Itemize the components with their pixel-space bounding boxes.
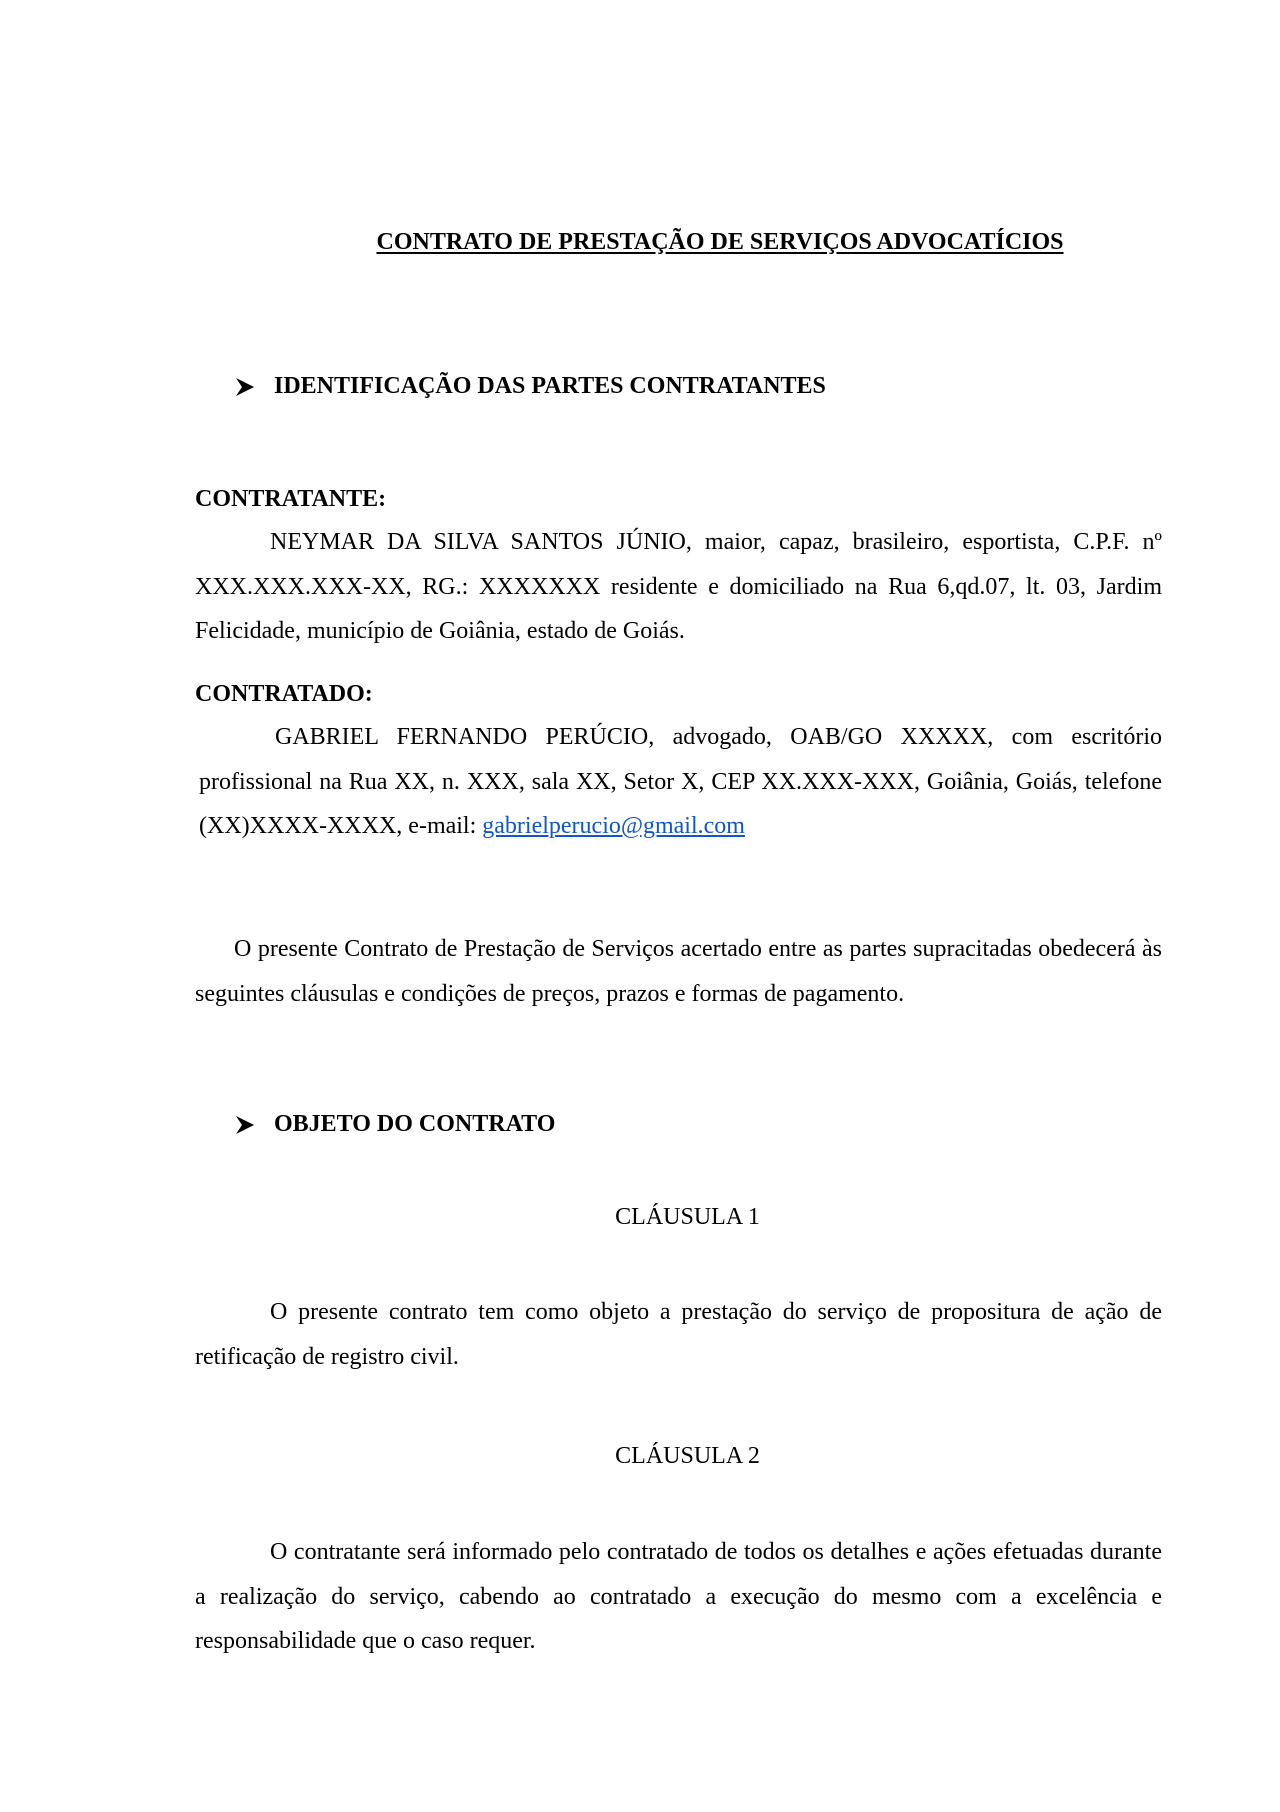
clause-1-paragraph: O presente contrato tem como objeto a prestação do serviço de propositura de ação de retificação de registro civil. xyxy=(195,1299,1162,1370)
contratado-paragraph xyxy=(199,715,1162,849)
contratado-text: GABRIEL FERNANDO PERÚCIO, advogado, OAB/GO XXXXX, com escritório profissional na Rua XX, n. XXX, sala XX, Setor X, CEP XX.XXX-XXX, Goiânia, Goiás, telefone (XX)XXXX-XXXX, e-mail: xyxy=(199,724,1162,839)
contratante-label: CONTRATANTE: xyxy=(195,486,387,512)
section-heading-object xyxy=(234,1111,555,1138)
clause-1-heading: CLÁUSULA 1 xyxy=(615,1204,760,1230)
contratante-paragraph: NEYMAR DA SILVA SANTOS JÚNIO, maior, capaz, brasileiro, esportista, C.P.F. nº XXX.XXX.XXX-XX, RG.: XXXXXXX residente e domiciliado na Rua 6,qd.07, lt. 03, Jardim Felicidade, município de Goiânia, estado de Goiás. xyxy=(195,529,1162,644)
arrow-bullet-icon xyxy=(234,1114,256,1136)
intro-paragraph: O presente Contrato de Prestação de Serviços acertado entre as partes supracitadas obedecerá às seguintes cláusulas e condições de preços, prazos e formas de pagamento. xyxy=(195,936,1162,1007)
section-heading-identification-text: IDENTIFICAÇÃO DAS PARTES CONTRATANTES xyxy=(274,373,826,399)
arrow-bullet-icon xyxy=(234,376,256,398)
document-title-text: CONTRATO DE PRESTAÇÃO DE SERVIÇOS ADVOCATÍCIOS xyxy=(376,229,1064,255)
section-heading-object-text: OBJETO DO CONTRATO xyxy=(274,1111,556,1137)
clause-2-heading: CLÁUSULA 2 xyxy=(615,1443,760,1469)
email-link[interactable]: gabrielperucio@gmail.com xyxy=(482,813,745,839)
contratado-label: CONTRATADO: xyxy=(195,681,373,707)
clause-2-paragraph: O contratante será informado pelo contratado de todos os detalhes e ações efetuadas durante a realização do serviço, cabendo ao contratado a execução do mesmo com a excelência e responsabilidade que o caso requer. xyxy=(195,1539,1162,1654)
section-heading-identification xyxy=(234,373,826,400)
document-title xyxy=(0,229,1280,256)
